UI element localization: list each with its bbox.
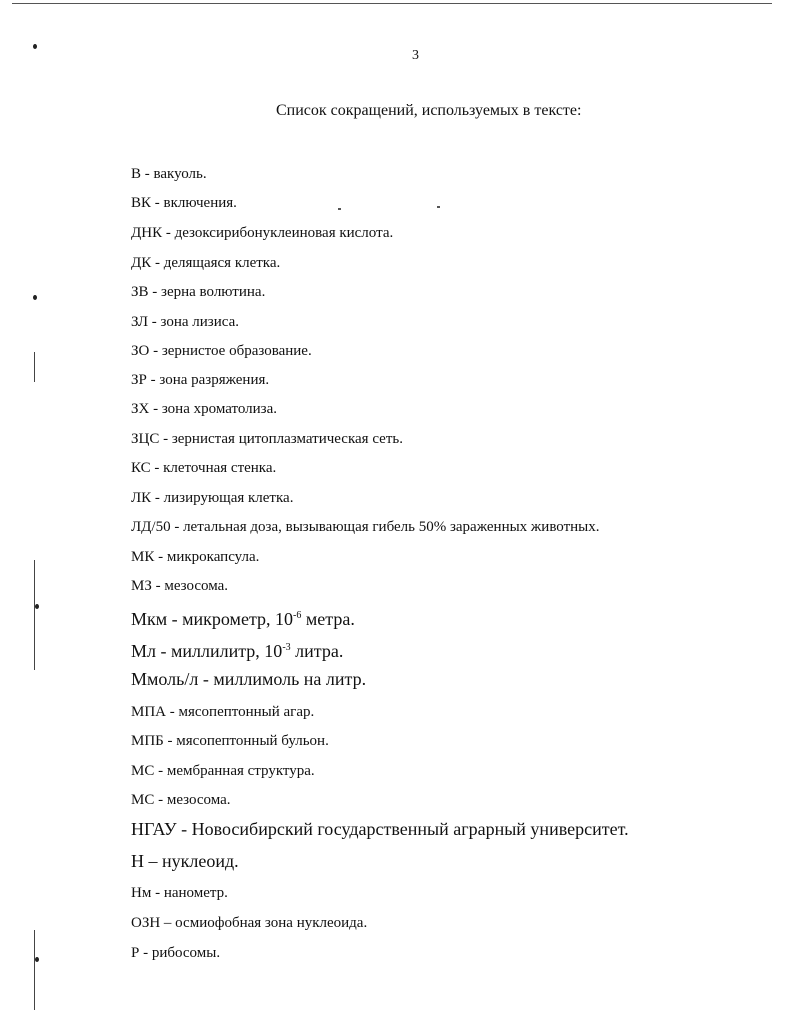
abbreviation-entry: ОЗН – осмиофобная зона нуклеоида.: [131, 915, 368, 931]
scan-dot: [35, 957, 39, 962]
abbreviation-entry: [131, 638, 343, 661]
abbreviation-entry: Р - рибосомы.: [131, 945, 221, 961]
abbreviation-text: метра.: [301, 609, 355, 629]
exponent: -3: [282, 642, 291, 653]
abbreviation-text: Мл - миллилитр, 10: [131, 641, 283, 661]
abbreviation-entry: Ммоль/л - миллимоль на литр.: [131, 669, 367, 689]
abbreviation-entry: Нм - нанометр.: [131, 885, 228, 901]
abbreviation-entry: ЛД/50 - летальная доза, вызывающая гибель 50% зараженных животных.: [131, 519, 600, 535]
abbreviations-title: Список сокращений, используемых в тексте:: [276, 102, 582, 119]
abbreviation-entry: ЗХ - зона хроматолиза.: [131, 401, 277, 417]
abbreviation-entry: Н – нуклеоид.: [131, 851, 239, 871]
abbreviation-entry: КС - клеточная стенка.: [131, 460, 277, 476]
scan-dot: [33, 44, 37, 49]
abbreviation-entry: [131, 606, 355, 629]
abbreviation-entry: НГАУ - Новосибирский государственный аграрный университет.: [131, 819, 629, 839]
abbreviation-text: литра.: [290, 641, 344, 661]
page-number: 3: [412, 48, 419, 63]
abbreviation-text: Мкм - микрометр, 10: [131, 609, 294, 629]
scan-top-edge: [12, 3, 772, 4]
abbreviation-entry: ЗЛ - зона лизиса.: [131, 314, 240, 330]
abbreviation-entry: ЗЦС - зернистая цитоплазматическая сеть.: [131, 431, 403, 447]
scan-dot: [35, 604, 39, 609]
abbreviation-entry: ЗВ - зерна волютина.: [131, 284, 266, 300]
abbreviation-entry: ВК - включения.: [131, 195, 237, 211]
abbreviation-entry: ЗО - зернистое образование.: [131, 343, 312, 359]
scan-speck: [437, 206, 440, 208]
scan-speck: [338, 208, 341, 210]
scan-left-edge-mark: [34, 560, 35, 670]
scan-left-edge-mark: [34, 352, 35, 382]
abbreviation-entry: ДНК - дезоксирибонуклеиновая кислота.: [131, 225, 394, 241]
abbreviation-entry: МЗ - мезосома.: [131, 578, 229, 594]
abbreviation-entry: ЛК - лизирующая клетка.: [131, 490, 294, 506]
exponent: -6: [293, 610, 302, 621]
abbreviation-entry: МК - микрокапсула.: [131, 549, 260, 565]
scan-dot: [33, 295, 37, 300]
abbreviation-entry: МС - мембранная структура.: [131, 763, 315, 779]
scan-left-edge-mark: [34, 930, 35, 1010]
abbreviation-entry: ДК - делящаяся клетка.: [131, 255, 281, 271]
abbreviation-entry: В - вакуоль.: [131, 166, 207, 182]
abbreviation-entry: МПБ - мясопептонный бульон.: [131, 733, 329, 749]
abbreviation-entry: МС - мезосома.: [131, 792, 231, 808]
abbreviation-entry: ЗР - зона разряжения.: [131, 372, 270, 388]
abbreviation-entry: МПА - мясопептонный агар.: [131, 704, 315, 720]
